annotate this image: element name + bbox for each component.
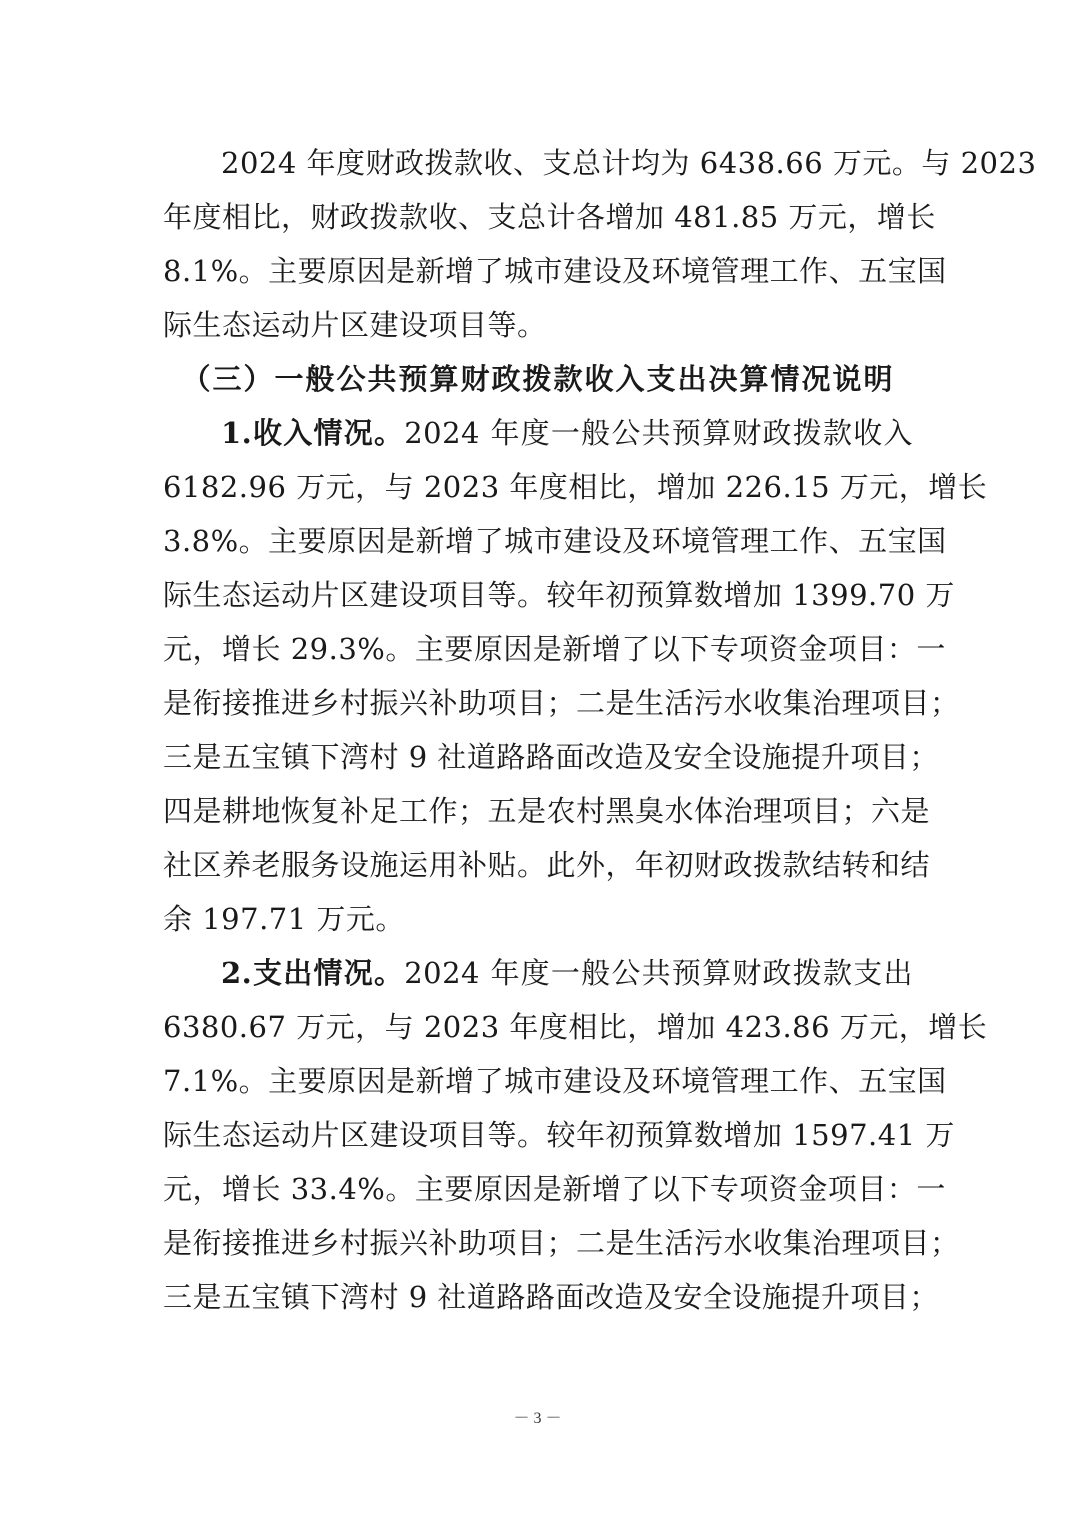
paragraph-line: 6182.96 万元，与 2023 年度相比，增加 226.15 万元，增长 xyxy=(163,470,988,504)
paragraph-line: 际生态运动片区建设项目等。 xyxy=(163,308,547,342)
paragraph-line: 四是耕地恢复补足工作；五是农村黑臭水体治理项目；六是 xyxy=(163,794,931,828)
expenditure-label: 2.支出情况。 xyxy=(221,956,405,990)
paragraph-line: 7.1%。主要原因是新增了城市建设及环境管理工作、五宝国 xyxy=(163,1064,947,1098)
paragraph-line: 三是五宝镇下湾村 9 社道路路面改造及安全设施提升项目； xyxy=(163,740,939,774)
paragraph-line: 际生态运动片区建设项目等。较年初预算数增加 1399.70 万 xyxy=(163,578,955,612)
expenditure-first-line xyxy=(221,946,913,1000)
paragraph-line: 年度相比，财政拨款收、支总计各增加 481.85 万元，增长 xyxy=(163,200,936,234)
paragraph-line: 元，增长 29.3%。主要原因是新增了以下专项资金项目：一 xyxy=(163,632,946,666)
income-first-line-text: 2024 年度一般公共预算财政拨款收入 xyxy=(404,416,913,450)
paragraph-line: 余 197.71 万元。 xyxy=(163,902,405,936)
paragraph-line: 8.1%。主要原因是新增了城市建设及环境管理工作、五宝国 xyxy=(163,254,947,288)
paragraph-line: 3.8%。主要原因是新增了城市建设及环境管理工作、五宝国 xyxy=(163,524,947,558)
paragraph-line: 是衔接推进乡村振兴补助项目；二是生活污水收集治理项目； xyxy=(163,686,960,720)
paragraph-line: 2024 年度财政拨款收、支总计均为 6438.66 万元。与 2023 xyxy=(221,146,1037,180)
paragraph-line: 际生态运动片区建设项目等。较年初预算数增加 1597.41 万 xyxy=(163,1118,955,1152)
paragraph-line: 三是五宝镇下湾村 9 社道路路面改造及安全设施提升项目； xyxy=(163,1280,939,1314)
income-label: 1.收入情况。 xyxy=(221,416,405,450)
paragraph-line: 社区养老服务设施运用补贴。此外，年初财政拨款结转和结 xyxy=(163,848,931,882)
paragraph-line: 元，增长 33.4%。主要原因是新增了以下专项资金项目：一 xyxy=(163,1172,946,1206)
paragraph-line: 是衔接推进乡村振兴补助项目；二是生活污水收集治理项目； xyxy=(163,1226,960,1260)
income-first-line xyxy=(221,406,913,460)
expenditure-first-line-text: 2024 年度一般公共预算财政拨款支出 xyxy=(404,956,913,990)
paragraph-line: 6380.67 万元，与 2023 年度相比，增加 423.86 万元，增长 xyxy=(163,1010,988,1044)
page-number: － 3 － xyxy=(513,1410,562,1427)
section-heading: （三）一般公共预算财政拨款收入支出决算情况说明 xyxy=(181,362,895,396)
